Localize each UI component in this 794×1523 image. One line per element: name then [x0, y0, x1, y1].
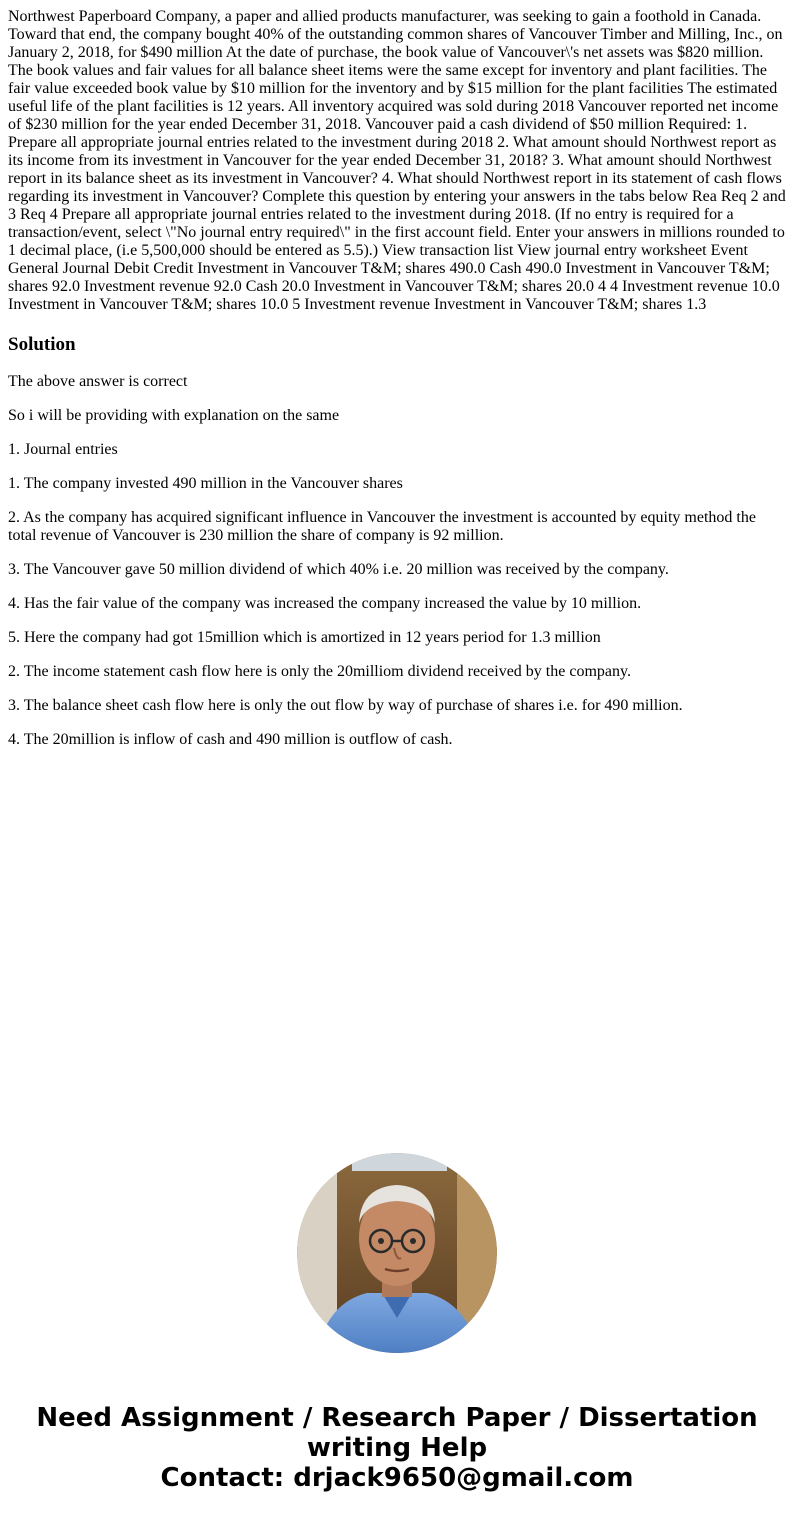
footer-line-1: Need Assignment / Research Paper / Dissertation [36, 1403, 758, 1433]
solution-paragraph: 2. As the company has acquired significant influence in Vancouver the investment is accounted by equity method the total revenue of Vancouver is 230 million the share of company is 92 million. [8, 509, 756, 544]
solution-paragraph: The above answer is correct [8, 373, 188, 390]
solution-paragraph: 1. The company invested 490 million in the Vancouver shares [8, 475, 403, 492]
author-avatar [297, 1153, 497, 1353]
solution-paragraph: 4. Has the fair value of the company was increased the company increased the value by 10 million. [8, 595, 642, 612]
author-portrait-image [297, 1153, 497, 1353]
solution-paragraph: So i will be providing with explanation on the same [8, 407, 340, 424]
solution-paragraph: 4. The 20million is inflow of cash and 490 million is outflow of cash. [8, 731, 453, 748]
solution-paragraph: 5. Here the company had got 15million which is amortized in 12 years period for 1.3 million [8, 629, 601, 646]
document-body [8, 8, 786, 749]
footer-line-2: writing Help [306, 1433, 488, 1463]
solution-heading: Solution [8, 334, 76, 355]
solution-paragraph: 1. Journal entries [8, 441, 118, 458]
solution-paragraph: 3. The balance sheet cash flow here is only the out flow by way of purchase of shares i.e. for 490 million. [8, 697, 683, 714]
question-text: Northwest Paperboard Company, a paper and allied products manufacturer, was seeking to gain a foothold in Canada. Toward that end, the company bought 40% of the outstanding common shares of Vancouver Timber and Milling, Inc., on January 2, 2018, for $490 million At the date of purchase, the book value of Vancouver\'s net assets was $820 million. The book values and fair values for all balance sheet items were the same except for inventory and plant facilities. The fair value exceeded book value by $10 million for the inventory and by $15 million for the plant facilities The estimated useful life of the plant facilities is 12 years. All inventory acquired was sold during 2018 Vancouver reported net income of $230 million for the year ended December 31, 2018. Vancouver paid a cash dividend of $50 million Required: 1. Prepare all appropriate journal entries related to the investment during 2018 2. What amount should Northwest report as its income from its investment in Vancouver for the year ended December 31, 2018? 3. What amount should Northwest report in its balance sheet as its investment in Vancouver? 4. What should Northwest report in its statement of cash flows regarding its investment in Vancouver? Complete this question by entering your answers in the tabs below Rea Req 2 and 3 Req 4 Prepare all appropriate journal entries related to the investment during 2018. (If no entry is required for a transaction/event, select \"No journal entry required\" in the first account field. Enter your answers in millions rounded to 1 decimal place, (i.e 5,500,000 should be entered as 5.5).) View transaction list View journal entry worksheet Event General Journal Debit Credit Investment in Vancouver T&M; shares 490.0 Cash 490.0 Investment in Vancouver T&M; shares 92.0 Investment revenue 92.0 Cash 20.0 Investment in Vancouver T&M; shares 20.0 4 4 Investment revenue 10.0 Investment in Vancouver T&M; shares 10.0 5 Investment revenue Investment in Vancouver T&M; shares 1.3 [8, 8, 786, 313]
footer-banner [0, 1403, 794, 1493]
solution-paragraph: 3. The Vancouver gave 50 million dividend of which 40% i.e. 20 million was received by the company. [8, 561, 669, 578]
footer-contact: Contact: drjack9650@gmail.com [160, 1463, 634, 1493]
solution-paragraph: 2. The income statement cash flow here is only the 20milliom dividend received by the company. [8, 663, 631, 680]
